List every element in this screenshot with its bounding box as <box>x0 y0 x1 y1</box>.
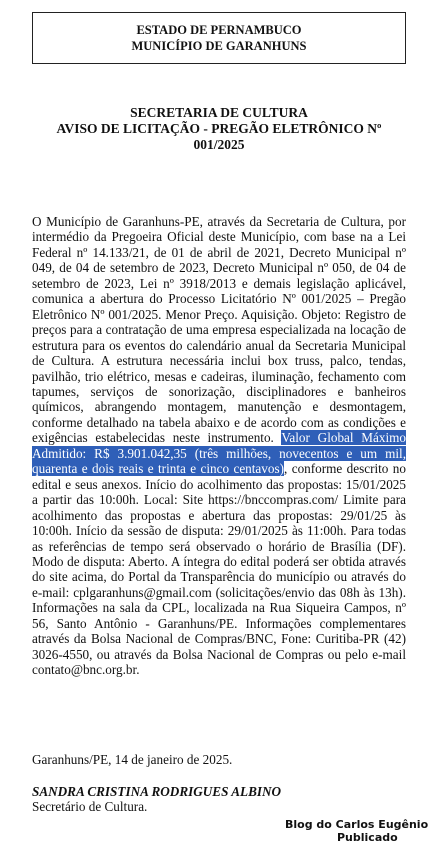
notice-title <box>32 105 406 153</box>
body-text-before: O Município de Garanhuns-PE, através da Secretaria de Cultura, por intermédio da Pregoeira Oficial deste Município, com base na a Lei Federal nº 14.133/21, de 01 de abril de 2021, Decreto Municipal nº 049, de 04 de setembro de 2023, Decreto Municipal nº 050, de 04 de setembro de 2023, Lei nº 3918/2013 e demais legislação aplicável, comunica a abertura do Processo Licitatório Nº 001/2025 – Pregão Eletrônico Nº 001/2025. Menor Preço. Aquisição. Objeto: Registro de preços para a contratação de uma empresa especializada na locação de estrutura para os eventos do calendário anual da Secretaria Municipal de Cultura. A estrutura necessária inclui box truss, palco, tendas, pavilhão, trio elétrico, mesas e cadeiras, iluminação, fechamento com tapumes, serviços de sonorização, disciplinadores e banheiros químicos, abrangendo montagem, manutenção e desmontagem, conforme detalhado na tabela abaixo e de acordo com as condições e exigências estabelecidas neste instrumento. <box>32 214 406 446</box>
body-text-after: , conforme descrito no edital e seus anexos. Início do acolhimento das propostas: 15/01/2025 a partir das 10:00h. Local: Site https://bnccompras.com/ Limite para acolhimento das propostas e abertura das propostas: 29/01/25 às 10:00h. Início da sessão de disputa: 29/01/2025 às 11:00h. Para todas as referências de tempo será observado o horário de Brasília (DF). Modo de disputa: Aberto. A íntegra do edital poderá ser obtida através do site acima, do Portal da Transparência do município ou através do e-mail: cplgaranhuns@gmail.com (solicitações/envio das 08h às 13h). Informações na sala da CPL, localizada na Rua Siqueira Campos, nº 56, Santo Antônio - Garanhuns/PE. Informações complementares através da Bolsa Nacional de Compras/BNC, Fone: Curitiba-PR (42) 3026-4550, ou através da Bolsa Nacional de Compras ou pelo e-mail contato@bnc.org.br. <box>32 461 406 678</box>
header-box <box>32 12 406 64</box>
notice-heading: AVISO DE LICITAÇÃO - PREGÃO ELETRÔNICO Nº <box>56 121 382 136</box>
signer-name: SANDRA CRISTINA RODRIGUES ALBINO <box>32 784 282 799</box>
municipality-name: MUNICÍPIO DE GARANHUNS <box>131 39 307 53</box>
watermark-line2: Publicado <box>337 831 398 844</box>
signer-role: Secretário de Cultura. <box>32 799 148 814</box>
watermark-line1: Blog do Carlos Eugênio <box>285 818 429 831</box>
state-name: ESTADO DE PERNAMBUCO <box>136 23 302 37</box>
highlighted-value: Valor Global Máximo Admitido: R$ 3.901.042,35 (três milhões, novecentos e um mil, quarenta e dois reais e trinta e cinco centavos) <box>32 430 406 477</box>
notice-date: Garanhuns/PE, 14 de janeiro de 2025. <box>32 752 233 767</box>
notice-number: 001/2025 <box>193 137 245 152</box>
signature-block <box>32 784 281 814</box>
notice-body <box>32 214 406 678</box>
blog-watermark <box>285 818 435 844</box>
secretariat-title: SECRETARIA DE CULTURA <box>130 105 308 120</box>
